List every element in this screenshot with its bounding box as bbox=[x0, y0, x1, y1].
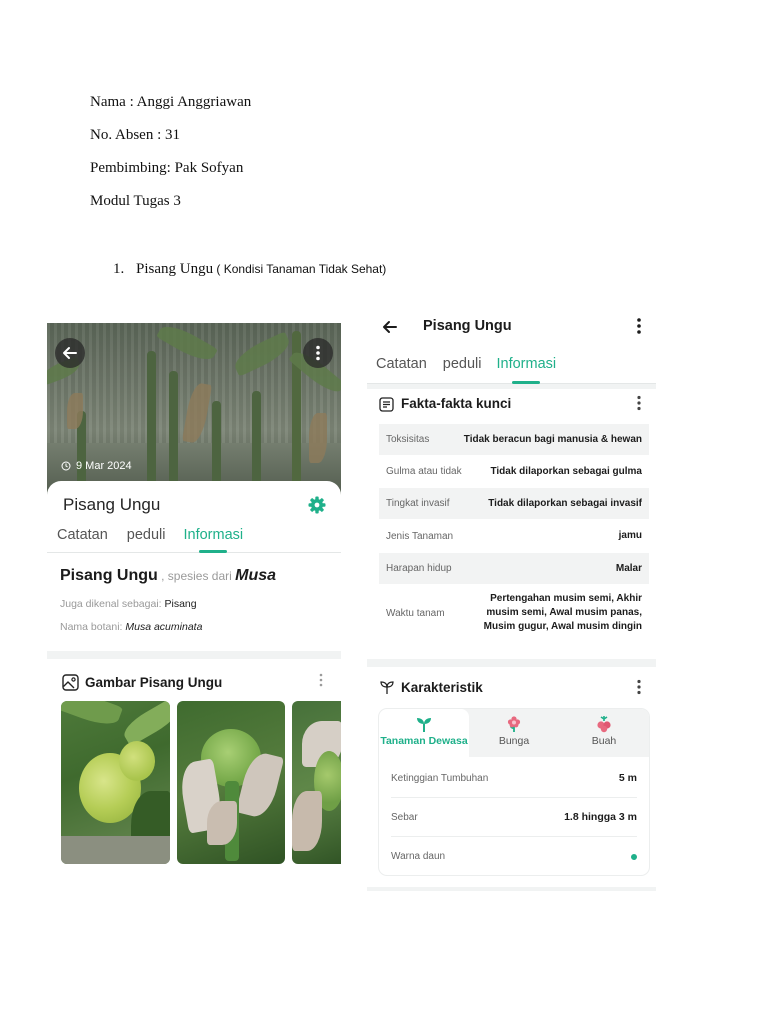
key-facts-card bbox=[367, 389, 656, 659]
char-tab-label: Buah bbox=[591, 735, 617, 747]
char-tab-fruit[interactable] bbox=[559, 709, 649, 757]
characteristic-key: Warna daun bbox=[391, 851, 446, 862]
item-heading bbox=[113, 261, 386, 278]
gallery-photo[interactable] bbox=[61, 701, 170, 864]
item-title: Pisang Ungu bbox=[136, 261, 214, 277]
right-screenshot bbox=[367, 311, 656, 891]
fruit-icon bbox=[595, 715, 613, 733]
fact-value: Tidak dilaporkan sebagai invasif bbox=[488, 497, 642, 509]
more-button[interactable] bbox=[636, 317, 642, 340]
char-tab-mature-plant[interactable] bbox=[379, 709, 469, 757]
fact-value: Pertengahan musim semi, Akhir musim semi, Awal musim panas, Musim gugur, Awal musim dingin bbox=[483, 593, 642, 632]
species-common-name: Pisang Ungu bbox=[60, 567, 158, 584]
photo-date-text: 9 Mar 2024 bbox=[76, 460, 132, 472]
characteristic-row bbox=[391, 837, 637, 875]
app-top-bar bbox=[367, 311, 656, 347]
fact-key: Jenis Tanaman bbox=[386, 530, 454, 542]
left-screenshot bbox=[47, 323, 341, 878]
tab-peduli[interactable]: peduli bbox=[442, 356, 482, 372]
more-vertical-icon bbox=[315, 345, 321, 361]
aka-value: Pisang bbox=[164, 598, 197, 610]
image-icon bbox=[62, 674, 79, 691]
fact-row bbox=[379, 488, 649, 519]
char-tab-label: Bunga bbox=[498, 735, 530, 747]
settings-button[interactable] bbox=[307, 495, 327, 520]
gallery-title: Gambar Pisang Ungu bbox=[85, 675, 223, 690]
characteristic-key: Ketinggian Tumbuhan bbox=[391, 772, 489, 784]
aka-label: Juga dikenal sebagai: bbox=[60, 598, 165, 610]
fact-value: Tidak beracun bagi manusia & hewan bbox=[463, 433, 642, 445]
fact-value: jamu bbox=[618, 530, 642, 541]
back-button[interactable] bbox=[381, 318, 399, 341]
botanical-value: Musa acuminata bbox=[125, 621, 203, 633]
plant-name: Pisang Ungu bbox=[63, 495, 161, 514]
fact-key: Harapan hidup bbox=[386, 563, 452, 574]
species-of-text: , spesies dari bbox=[157, 569, 236, 583]
back-arrow-icon bbox=[381, 318, 399, 336]
characteristics-title: Karakteristik bbox=[401, 680, 483, 695]
back-arrow-icon bbox=[62, 345, 78, 361]
fact-key: Gulma atau tidak bbox=[386, 466, 462, 477]
botanical-label: Nama botani: bbox=[60, 621, 126, 633]
tab-peduli[interactable]: peduli bbox=[126, 527, 166, 543]
fact-value: Tidak dilaporkan sebagai gulma bbox=[490, 465, 642, 477]
more-vertical-icon bbox=[636, 317, 642, 335]
char-tab-flower[interactable] bbox=[469, 709, 559, 757]
species-heading bbox=[60, 567, 276, 585]
fact-key: Tingkat invasif bbox=[386, 498, 450, 509]
fact-row bbox=[379, 424, 649, 455]
characteristics-card bbox=[367, 667, 656, 887]
gallery-photo[interactable] bbox=[292, 701, 341, 864]
also-known-as bbox=[60, 598, 197, 610]
back-button[interactable] bbox=[55, 338, 85, 368]
char-tab-label: Tanaman Dewasa bbox=[380, 735, 468, 747]
gallery-photo[interactable] bbox=[177, 701, 285, 864]
photo-date bbox=[61, 460, 132, 472]
absen-number-line: No. Absen : 31 bbox=[90, 127, 180, 143]
module-line: Modul Tugas 3 bbox=[90, 193, 181, 209]
fact-row bbox=[379, 553, 649, 584]
plant-photo bbox=[47, 323, 341, 501]
fact-value: Malar bbox=[615, 562, 642, 574]
clock-icon bbox=[61, 461, 71, 471]
more-vertical-icon bbox=[636, 395, 642, 411]
characteristic-value: 5 m bbox=[618, 772, 637, 784]
fact-key: Waktu tanam bbox=[386, 607, 445, 619]
characteristics-box bbox=[379, 709, 649, 875]
tab-informasi[interactable]: Informasi bbox=[497, 356, 557, 383]
more-vertical-icon bbox=[319, 673, 323, 687]
characteristics-more-button[interactable] bbox=[636, 679, 642, 700]
botanical-name bbox=[60, 621, 202, 633]
left-tab-bar bbox=[47, 527, 341, 553]
characteristic-value: 1.8 hingga 3 m bbox=[564, 811, 637, 823]
plant-icon bbox=[415, 715, 433, 733]
right-tab-bar bbox=[367, 356, 656, 384]
gear-icon bbox=[307, 495, 327, 515]
fact-key: Toksisitas bbox=[386, 434, 430, 445]
tab-informasi[interactable]: Informasi bbox=[184, 527, 244, 552]
fact-row bbox=[379, 584, 649, 642]
more-vertical-icon bbox=[636, 679, 642, 695]
characteristic-row bbox=[391, 798, 637, 837]
characteristics-tab-bar bbox=[379, 709, 649, 757]
supervisor-line: Pembimbing: Pak Sofyan bbox=[90, 160, 244, 176]
leaf-color-swatch bbox=[631, 854, 637, 860]
student-name-line: Nama : Anggi Anggriawan bbox=[90, 94, 252, 110]
plant-info-panel bbox=[47, 481, 341, 651]
fact-row bbox=[379, 455, 649, 488]
fact-row bbox=[379, 519, 649, 553]
tab-catatan[interactable]: Catatan bbox=[57, 527, 108, 543]
tab-catatan[interactable]: Catatan bbox=[376, 356, 427, 372]
gallery-more-button[interactable] bbox=[319, 673, 323, 691]
genus-name: Musa bbox=[235, 567, 277, 584]
flower-icon bbox=[505, 715, 523, 733]
screen-title: Pisang Ungu bbox=[423, 318, 512, 334]
image-gallery bbox=[47, 659, 341, 878]
document-icon bbox=[379, 397, 394, 412]
right-tab-bar-container bbox=[367, 347, 656, 384]
characteristic-key: Sebar bbox=[391, 811, 418, 823]
facts-more-button[interactable] bbox=[636, 395, 642, 416]
characteristic-row bbox=[391, 759, 637, 798]
sprout-icon bbox=[379, 680, 395, 695]
item-number: 1. bbox=[113, 261, 125, 277]
more-button[interactable] bbox=[303, 338, 333, 368]
item-subtitle: ( Kondisi Tanaman Tidak Sehat) bbox=[213, 262, 387, 276]
key-facts-title: Fakta-fakta kunci bbox=[401, 396, 512, 411]
